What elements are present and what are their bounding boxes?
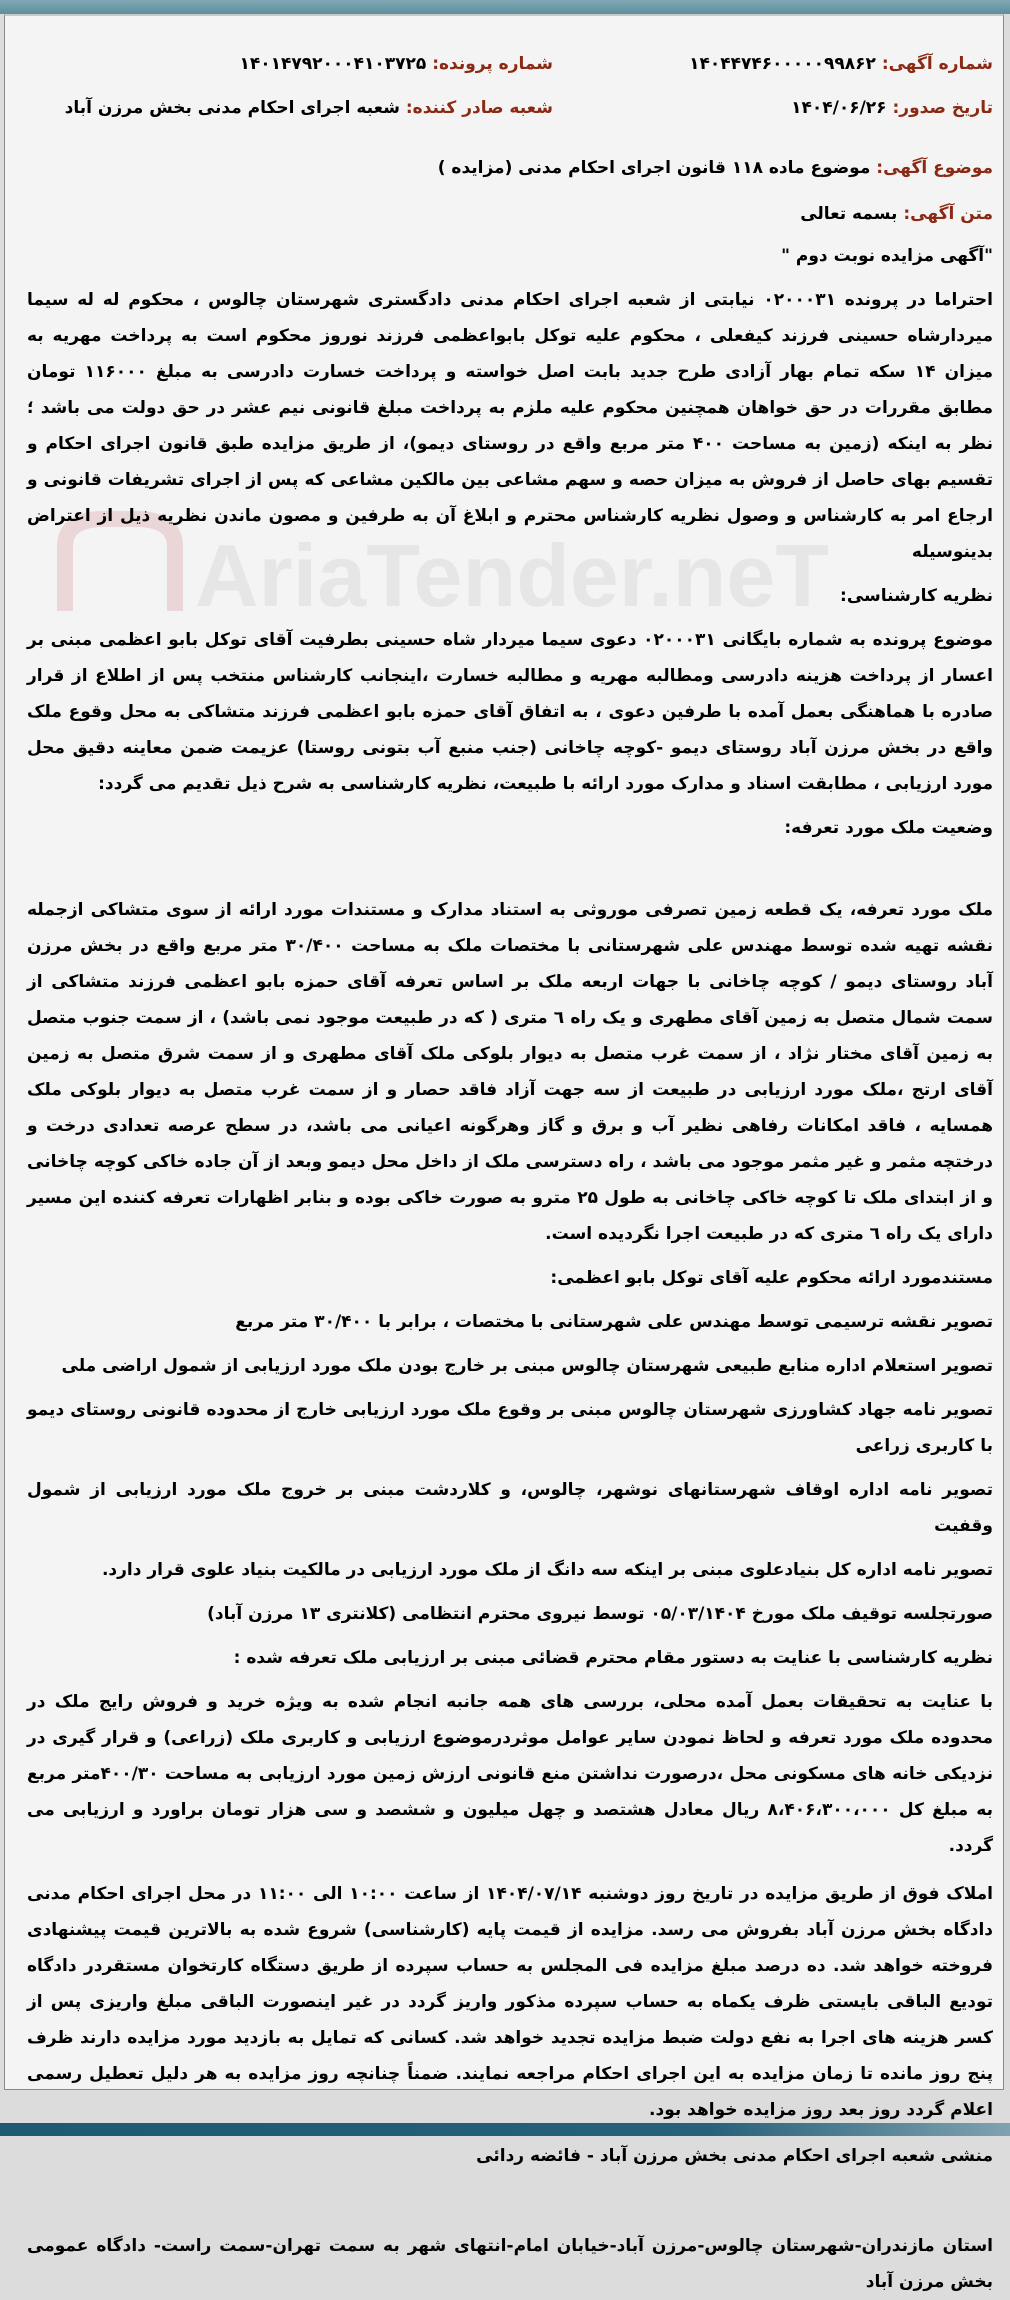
paragraph-intro: احتراما در پرونده ۰۲۰۰۰۳۱ نیابتی از شعبه اجرای احکام مدنی دادگستری شهرستان چالوس ، محکوم له له سیما میردارشاه حسینی فرزند کیفعلی ، محکوم علیه توکل بابواعظمی فرزند نوروز محکوم است به پرداخت مهریه به میزان ۱۴ سکه تمام بهار آزادی طرح جدید بابت اصل خواسته و پرداخت خسارت دادرسی به مبلغ ۱۱۶۰۰۰ تومان مطابق مقررات در حق خواهان همچنین محکوم علیه ملزم به پرداخت مبلغ قانونی نیم عشر در حق دولت می باشد ؛ نظر به اینکه (زمین به مساحت ۴۰۰ متر مربع واقع در روستای دیمو)، از طریق مزایده طبق قانون اجرای احکام و تقسیم بهای حاصل از فروش به میزان حصه و سهم مشاعی بین مالکین مشاعی که پس از اجرای تشریفات قانونی و ارجاع امر به کارشناس و وصول نظریه کارشناس محترم و ابلاغ آن به طرفین و مصون ماندن نظریه ذیل از اعتراض بدینوسیله: [27, 290, 994, 562]
paragraph-property: ملک مورد تعرفه، یک قطعه زمین تصرفی موروثی به استناد مدارک و مستندات مورد ارائه از سوی متشاکی ازجمله نقشه تهیه شده توسط مهندس علی شهرستانی با مختصات ملک به مساحت ۳۰/۴۰۰ متر مربع واقع در بخش مرزن آباد روستای دیمو / کوچه چاخانی با جهات اربعه ملک بر اساس تعرفه آقای حمزه بابو اعظمی فرزند متشاکی از سمت شمال متصل به زمین آقای مطهری و یک راه ٦ متری ( که در طبیعت موجود نمی باشد) ، از سمت جنوب متصل به زمین آقای مختار نژاد ، از سمت غرب متصل به دیوار بلوکی ملک آقای مطهری و از سمت شرق متصل به زمین آقای ارتج ،ملک مورد ارزیابی در طبیعت از سه جهت آزاد فاقد حصار و از سمت غرب متصل به دیوار بلوکی ملک همسایه ، فاقد امکانات رفاهی نظیر آب و برق و گاز وهرگونه اعیانی می باشد، در سطح عرصه تعدادی درخت و درختچه مثمر و غیر مثمر موجود می باشد ، راه دسترسی ملک از داخل محل دیمو وبعد از آن جاده خاکی کوچه چاخانی و از ابتدای ملک تا کوچه خاکی چاخانی به طول ۲۵ مترو به صورت خاکی بوده و بنابر اظهارات تعرفه کننده این مسیر دارای یک راه ٦ متری که در طبیعت اجرا نگردیده است.: [27, 900, 994, 1244]
subject-label: موضوع آگهی:: [876, 158, 993, 178]
document-item: صورتجلسه توقیف ملک مورخ ۰۵/۰۳/۱۴۰۴ توسط نیروی محترم انتظامی (کلانتری ۱۳ مرزن آباد): [207, 1604, 993, 1624]
notice-panel: [4, 14, 1004, 2292]
case-number-label: شماره پرونده:: [432, 54, 553, 74]
paragraph-expert: موضوع پرونده به شماره بایگانی ۰۲۰۰۰۳۱ دعوی سیما میردار شاه حسینی بطرفیت آقای توکل بابو اعظمی مبنی بر اعسار از پرداخت هزینه دادرسی ومطالبه مهریه و مطالبه خسارت ،اینجانب کارشناس منتخب پس از اطلاع از قرار صادره با هماهنگی بعمل آمده با طرفین دعوی ، به اتفاق آقای حمزه بابو اعظمی فرزند متشاکی به محل وقوع ملک واقع در بخش مرزن آباد روستای دیمو -کوچه چاخانی (جنب منبع آب بتونی روستا) عزیمت ضمن معاینه دقیق محل مورد ارزیابی ، مطابقت اسناد و مدارک مورد ارائه با طبیعت، نظریه کارشناسی به شرح ذیل تقدیم می گردد:: [27, 630, 993, 794]
issue-date-value: ۱۴۰۴/۰۶/۲۶: [791, 98, 887, 118]
document-item: تصویر نامه اداره کل بنیادعلوی مبنی بر اینکه سه دانگ از ملک مورد ارزیابی در مالکیت بنیاد علوی قرار دارد.: [101, 1560, 993, 1580]
top-bar: [0, 0, 1010, 14]
issuer-field: [65, 98, 553, 118]
case-number-value: ۱۴۰۱۴۷۹۲۰۰۰۴۱۰۳۷۲۵: [239, 54, 427, 74]
subject-field: [438, 158, 993, 178]
issuer-label: شعبه صادر کننده:: [405, 98, 553, 118]
paragraph-auction-terms: املاک فوق از طریق مزایده در تاریخ روز دوشنبه ۱۴۰۴/۰۷/۱۴ از ساعت ۱۰:۰۰ الی ۱۱:۰۰ در محل اجرای احکام مدنی دادگاه بخش مرزن آباد بفروش می رسد. مزایده از قیمت پایه (کارشناسی) شروع شده به بالاترین قیمت پیشنهادی فروخته خواهد شد. ده درصد مبلغ مزایده فی المجلس به حساب سپرده از طریق دستگاه کارتخوان مستقردر دادگاه توديع الباقی بایستی ظرف یکماه به حساب سپرده مذکور واریز گردد در غیر اینصورت الباقی مبلغ واریزی پس از کسر هزینه های اجرا به نفع دولت ضبط مزایده تجدید خواهد شد. کسانی که تمایل به بازدید مورد مزایده دارند ظرف پنج روز مانده تا زمان مزایده به این اجرای احکام مراجعه نمایند. ضمناً چنانچه روز مزایده به هر دلیل تعطیل رسمی اعلام گردد روز بعد روز مزایده خواهد بود.: [27, 1884, 993, 2120]
issue-date-field: [791, 98, 993, 118]
case-number-field: [239, 54, 553, 74]
text-label: متن آگهی:: [903, 204, 993, 224]
issuer-value: شعبه اجرای احکام مدنی بخش مرزن آباد: [64, 98, 400, 118]
bottom-bar: [0, 2123, 1010, 2136]
document-item: تصویر استعلام اداره منابع طبیعی شهرستان چالوس مبنی بر خارج بودن ملک مورد ارزیابی از شمول اراضی ملی: [61, 1356, 993, 1376]
svg-text:AriaTender.neT: AriaTender.neT: [195, 526, 830, 625]
text-field: [800, 204, 993, 224]
text-opening: بسمه تعالی: [800, 204, 898, 224]
documents-heading: مستندمورد ارائه محکوم علیه آقای توکل بابو اعظمی:: [550, 1268, 993, 1288]
notice-title: "آگهی مزایده نوبت دوم ": [781, 246, 993, 266]
address: استان مازندران-شهرستان چالوس-مرزن آباد-خیابان امام-انتهای شهر به سمت تهران-سمت راست- دادگاه عمومی بخش مرزن آباد: [27, 2236, 993, 2292]
subject-value: موضوع ماده ۱۱۸ قانون اجرای احکام مدنی (مزایده ): [437, 158, 871, 178]
ad-number-label: شماره آگهی:: [881, 54, 993, 74]
expert-heading: نظریه کارشناسی:: [840, 586, 993, 606]
paragraph-valuation: با عنایت به تحقیقات بعمل آمده محلی، بررسی های همه جانبه انجام شده به ویژه خرید و فروش رایج ملک در محدوده ملک مورد تعرفه و لحاظ نمودن سایر عوامل موثردرموضوع ارزیابی و کاربری ملک (زراعی) و قرار گیری در نزدیکی خانه های مسکونی محل ،درصورت نداشتن منع قانونی ارزش زمین مورد ارزیابی به مساحت ۴۰۰/۳۰متر مربع به مبلغ کل ۸،۴۰۶،۳۰۰،۰۰۰ ریال معادل هشتصد و چهل میلیون و ششصد و سی هزار تومان براورد و ارزیابی می گردد.: [27, 1692, 993, 1856]
notice-body: [27, 238, 993, 2300]
document-item: تصویر نقشه ترسیمی توسط مهندس علی شهرستانی با مختصات ، برابر با ۳۰/۴۰۰ متر مربع: [235, 1312, 993, 1332]
document-item: تصویر نامه جهاد کشاورزی شهرستان چالوس مبنی بر وقوع ملک مورد ارزیابی خارج از محدوده قانونی روستای دیمو با کاربری زراعی: [27, 1400, 993, 1456]
document-item: تصویر نامه اداره اوقاف شهرستانهای نوشهر، چالوس، و کلاردشت مبنی بر خروج ملک مورد ارزیابی از شمول وقفیت: [27, 1480, 993, 1536]
ad-number-field: [689, 54, 993, 74]
status-heading: وضعیت ملک مورد تعرفه:: [784, 818, 993, 838]
issue-date-label: تاریخ صدور:: [892, 98, 993, 118]
ad-number-value: ۱۴۰۴۴۷۴۶۰۰۰۰۰۹۹۸۶۲: [689, 54, 876, 74]
expert-opinion-heading: نظریه کارشناسی با عنایت به دستور مقام محترم قضائی مبنی بر ارزیابی ملک تعرفه شده :: [233, 1648, 993, 1668]
signature: منشی شعبه اجرای احکام مدنی بخش مرزن آباد - فائضه ردائی: [476, 2146, 993, 2166]
